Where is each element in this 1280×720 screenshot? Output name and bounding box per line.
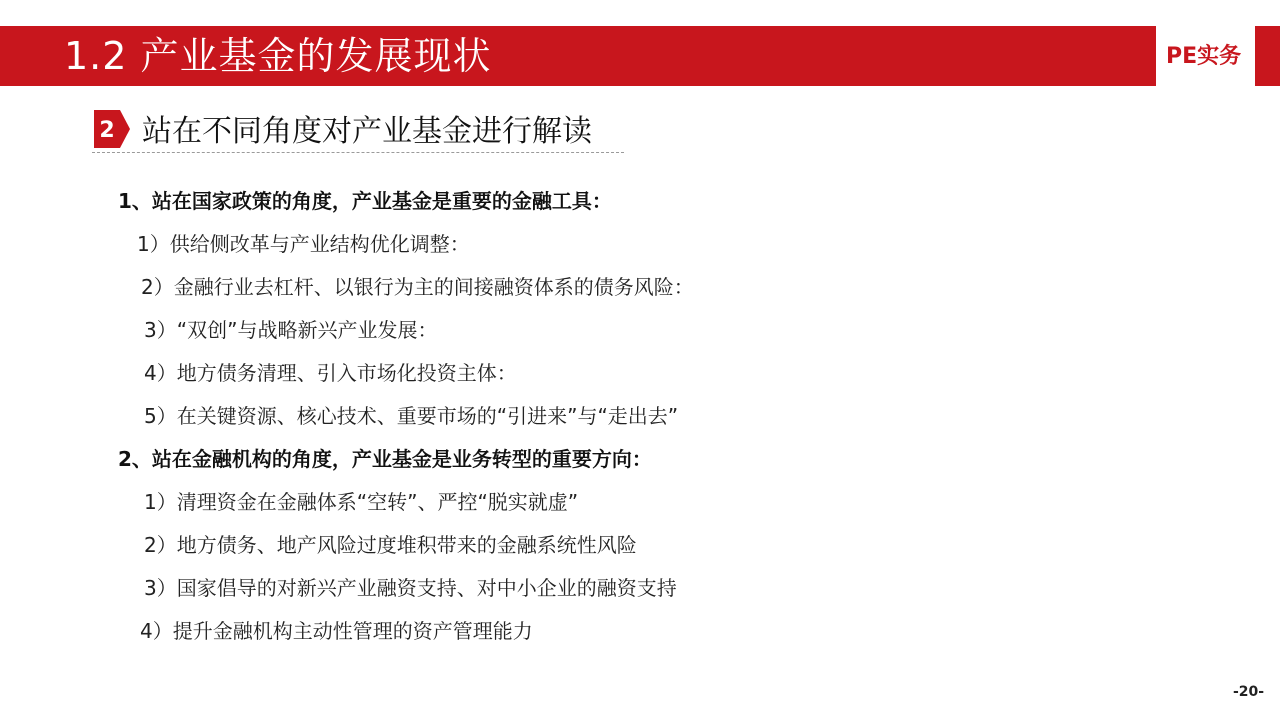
logo-box: [1160, 26, 1252, 86]
list-item: 4）地方债务清理、引入市场化投资主体：: [144, 361, 517, 385]
list-item: 3）国家倡导的对新兴产业融资支持、对中小企业的融资支持: [144, 576, 677, 600]
brand-logo: PE实务: [1166, 44, 1242, 69]
list-item: 4）提升金融机构主动性管理的资产管理能力: [140, 619, 533, 643]
point-heading: 2、站在金融机构的角度，产业基金是业务转型的重要方向：: [118, 447, 652, 471]
list-item: 2）金融行业去杠杆、以银行为主的间接融资体系的债务风险：: [141, 275, 694, 299]
section-number: 2: [99, 118, 115, 143]
list-item: 1）清理资金在金融体系“空转”、严控“脱实就虚”: [144, 490, 579, 514]
list-item: 5）在关键资源、核心技术、重要市场的“引进来”与“走出去”: [144, 404, 679, 428]
section-number-badge: [92, 108, 132, 150]
title-bar: [0, 26, 1156, 86]
point-heading: 1、站在国家政策的角度，产业基金是重要的金融工具：: [118, 189, 612, 213]
list-item: 1）供给侧改革与产业结构优化调整：: [137, 232, 470, 256]
slide-title: 1.2 产业基金的发展现状: [64, 34, 492, 78]
list-item: 2）地方债务、地产风险过度堆积带来的金融系统性风险: [144, 533, 637, 557]
section-divider: [92, 152, 624, 153]
title-bar-end-cap: [1255, 26, 1280, 86]
list-item: 3）“双创”与战略新兴产业发展：: [144, 318, 438, 342]
section-title: 站在不同角度对产业基金进行解读: [142, 114, 592, 149]
page-number: -20-: [1233, 684, 1265, 700]
